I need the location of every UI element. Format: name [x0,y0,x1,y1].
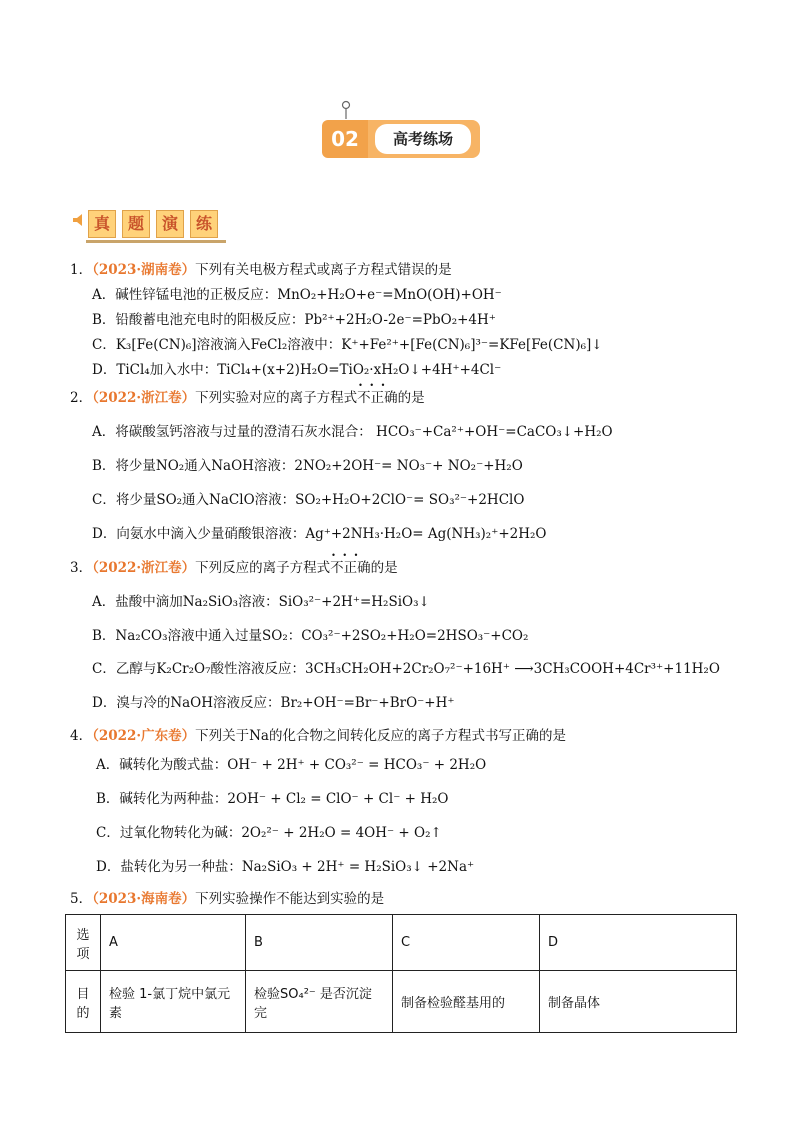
question-3: 3．（2022·浙江卷）下列反应的离子方程式• • • 不正确的是 [70,556,398,576]
table-cell: 制备晶体 [540,971,737,1033]
option-2c: C．将少量SO₂通入NaClO溶液：SO₂+H₂O+2ClO⁻= SO₃²⁻+2HClO [92,492,525,508]
table-cell: A [101,915,246,971]
table-cell: 选项 [66,915,101,971]
question-source: （2023·海南卷） [92,891,196,907]
question-1: 1．（2023·湖南卷）下列有关电极方程式或离子方程式错误的是 [70,262,452,278]
table-cell: D [540,915,737,971]
question-source: （2022·浙江卷） [92,390,196,406]
question-source: （2022·广东卷） [92,728,196,744]
option-3a: A．盐酸中滴加Na₂SiO₃溶液：SiO₃²⁻+2H⁺=H₂SiO₃↓ [92,594,430,610]
section-number: 02 [322,120,368,158]
question-stem: 下列有关电极方程式或离子方程式错误的是 [195,262,452,278]
banner-char: 真 [88,210,116,238]
section-badge [322,114,482,158]
section-title: 高考练场 [375,124,471,154]
table-cell: C [393,915,540,971]
question-source: （2023·湖南卷） [92,262,196,278]
table-row [66,971,737,1033]
table-cell: 检验 1-氯丁烷中氯元素 [101,971,246,1033]
emphasis-text: • • • 不正确 [357,390,398,406]
option-4d: D．盐转化为另一种盐：Na₂SiO₃ + 2H⁺ = H₂SiO₃↓ +2Na⁺ [96,859,475,875]
pin-icon [340,100,352,120]
table-cell: B [246,915,393,971]
question-stem: 下列实验操作不能达到实验的是 [195,891,385,907]
question-5: 5．（2023·海南卷）下列实验操作不能达到实验的是 [70,891,385,907]
option-1c: C．K₃[Fe(CN)₆]溶液滴入FeCl₂溶液中：K⁺+Fe²⁺+[Fe(CN)₆]³⁻=KFe[Fe(CN)₆]↓ [92,337,603,353]
banner-char: 题 [122,210,150,238]
speaker-icon [72,212,86,228]
question-4: 4．（2022·广东卷）下列关于Na的化合物之间转化反应的离子方程式书写正确的是 [70,728,566,744]
banner-char: 练 [190,210,218,238]
option-2a: A．将碳酸氢钙溶液与过量的澄清石灰水混合： HCO₃⁻+Ca²⁺+OH⁻=CaCO₃↓+H₂O [92,424,613,440]
question-source: （2022·浙江卷） [92,560,196,576]
option-3b: B．Na₂CO₃溶液中通入过量SO₂：CO₃²⁻+2SO₂+H₂O=2HSO₃⁻+CO₂ [92,628,529,644]
option-4b: B．碱转化为两种盐：2OH⁻ + Cl₂ = ClO⁻ + Cl⁻ + H₂O [96,791,449,807]
table-row [66,915,737,971]
banner-char: 演 [156,210,184,238]
emphasis-text: • • • 不正确 [330,560,371,576]
option-2d: D．向氨水中滴入少量硝酸银溶液：Ag⁺+2NH₃·H₂O= Ag(NH₃)₂⁺+2H₂O [92,526,547,542]
option-1d: D．TiCl₄加入水中：TiCl₄+(x+2)H₂O=TiO₂·xH₂O↓+4H⁺+4Cl⁻ [92,362,502,378]
question-stem: 下列关于Na的化合物之间转化反应的离子方程式书写正确的是 [195,728,566,744]
option-4c: C．过氧化物转化为碱：2O₂²⁻ + 2H₂O = 4OH⁻ + O₂↑ [96,825,442,841]
option-3c: C．乙醇与K₂Cr₂O₇酸性溶液反应：3CH₃CH₂OH+2Cr₂O₇²⁻+16H⁺ ⟶3CH₃COOH+4Cr³⁺+11H₂O [92,661,720,677]
option-1b: B．铅酸蓄电池充电时的阳极反应：Pb²⁺+2H₂O-2e⁻=PbO₂+4H⁺ [92,312,496,328]
table-cell: 制备检验醛基用的 [393,971,540,1033]
table-cell: 检验SO₄²⁻ 是否沉淀完 [246,971,393,1033]
table-cell: 目的 [66,971,101,1033]
question-2: 2．（2022·浙江卷）下列实验对应的离子方程式• • • 不正确的是 [70,386,425,406]
practice-banner [72,206,232,240]
option-2b: B．将少量NO₂通入NaOH溶液：2NO₂+2OH⁻= NO₃⁻+ NO₂⁻+H₂O [92,458,523,474]
option-1a: A．碱性锌锰电池的正极反应：MnO₂+H₂O+e⁻=MnO(OH)+OH⁻ [92,287,502,303]
experiment-table [65,914,737,1033]
option-3d: D．溴与冷的NaOH溶液反应：Br₂+OH⁻=Br⁻+BrO⁻+H⁺ [92,695,455,711]
option-4a: A．碱转化为酸式盐：OH⁻ + 2H⁺ + CO₃²⁻ = HCO₃⁻ + 2H₂O [96,757,487,773]
